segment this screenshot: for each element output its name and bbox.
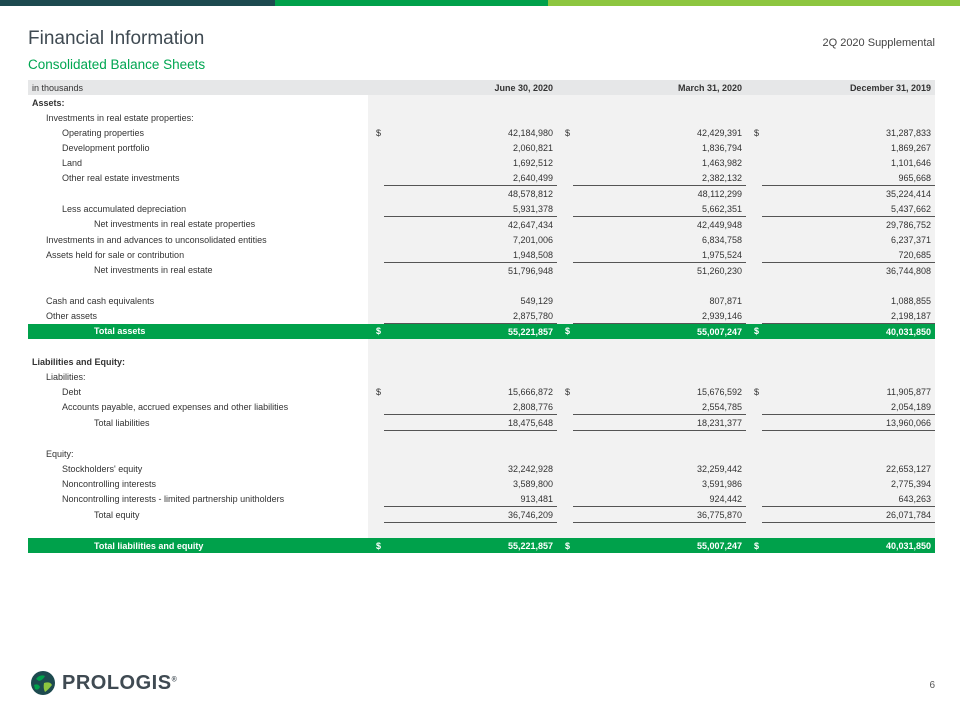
currency-symbol: $ <box>368 538 384 553</box>
currency-symbol <box>368 217 384 233</box>
logo-text: PROLOGIS <box>62 671 172 694</box>
currency-symbol: $ <box>746 125 762 140</box>
currency-symbol <box>746 217 762 233</box>
cell-value: 5,662,351 <box>573 201 746 217</box>
currency-symbol <box>746 278 762 293</box>
cell-value: 51,260,230 <box>573 263 746 279</box>
cell-value <box>573 278 746 293</box>
cell-value: 2,198,187 <box>762 308 935 324</box>
currency-symbol <box>557 507 573 523</box>
currency-symbol <box>557 232 573 247</box>
currency-symbol <box>368 491 384 507</box>
currency-symbol: $ <box>746 538 762 553</box>
row-label <box>28 431 368 447</box>
currency-symbol <box>368 278 384 293</box>
row-label: Total equity <box>94 509 140 520</box>
currency-symbol: $ <box>557 324 573 340</box>
row-label: Total assets <box>28 324 368 340</box>
currency-symbol <box>557 369 573 384</box>
cell-value: 1,836,794 <box>573 140 746 155</box>
row-label: Stockholders' equity <box>62 463 143 474</box>
table-row <box>28 186 935 202</box>
row-label: Debt <box>62 386 82 397</box>
currency-symbol <box>368 308 384 324</box>
currency-symbol <box>557 110 573 125</box>
currency-symbol <box>557 217 573 233</box>
currency-symbol <box>557 523 573 539</box>
row-label: Investments in and advances to unconsolidated entities <box>46 234 267 245</box>
currency-symbol <box>746 446 762 461</box>
cell-value <box>762 446 935 461</box>
currency-symbol <box>746 399 762 415</box>
row-label: Liabilities: <box>46 371 86 382</box>
cell-value <box>384 339 557 354</box>
currency-symbol <box>746 263 762 279</box>
currency-symbol <box>368 247 384 263</box>
cell-value: 13,960,066 <box>762 415 935 431</box>
currency-symbol <box>368 186 384 202</box>
currency-symbol <box>746 293 762 308</box>
currency-symbol <box>746 140 762 155</box>
column-header-june-2020: June 30, 2020 <box>384 80 557 95</box>
table-row <box>28 125 935 140</box>
table-row <box>28 170 935 186</box>
cell-value: 36,775,870 <box>573 507 746 523</box>
table-row <box>28 155 935 170</box>
currency-symbol <box>368 263 384 279</box>
currency-symbol <box>557 278 573 293</box>
cell-value <box>573 431 746 447</box>
row-label: Equity: <box>46 448 74 459</box>
currency-symbol <box>557 461 573 476</box>
cell-value <box>384 354 557 369</box>
currency-symbol <box>557 339 573 354</box>
table-body <box>28 95 935 553</box>
currency-symbol <box>557 399 573 415</box>
cell-value: 6,834,758 <box>573 232 746 247</box>
cell-value: 5,931,378 <box>384 201 557 217</box>
cell-value: 3,589,800 <box>384 476 557 491</box>
currency-symbol <box>368 232 384 247</box>
cell-value <box>573 110 746 125</box>
row-label: Total liabilities <box>94 417 150 428</box>
currency-symbol <box>746 476 762 491</box>
cell-value: 51,796,948 <box>384 263 557 279</box>
cell-value: 1,463,982 <box>573 155 746 170</box>
currency-symbol <box>368 476 384 491</box>
currency-symbol: $ <box>557 538 573 553</box>
top-bar-segment-dark <box>0 0 275 6</box>
cell-value <box>762 339 935 354</box>
blank-row <box>28 523 935 539</box>
currency-symbol <box>557 476 573 491</box>
cell-value: 48,112,299 <box>573 186 746 202</box>
cell-value: 26,071,784 <box>762 507 935 523</box>
table-row <box>28 476 935 491</box>
currency-symbol <box>557 263 573 279</box>
globe-logo-icon <box>30 670 56 696</box>
currency-symbol <box>368 354 384 369</box>
currency-symbol <box>557 247 573 263</box>
top-bar-segment-lime <box>548 0 960 6</box>
cell-value: 1,692,512 <box>384 155 557 170</box>
table-row <box>28 293 935 308</box>
cell-value: 1,975,524 <box>573 247 746 263</box>
cell-value <box>573 95 746 110</box>
table-row <box>28 384 935 399</box>
section-row <box>28 95 935 110</box>
table-row <box>28 217 935 233</box>
currency-symbol <box>368 155 384 170</box>
currency-symbol <box>557 415 573 431</box>
cell-value: 18,475,648 <box>384 415 557 431</box>
cell-value <box>573 354 746 369</box>
currency-symbol <box>368 461 384 476</box>
cell-value: 643,263 <box>762 491 935 507</box>
row-label: Accounts payable, accrued expenses and other liabilities <box>62 401 289 412</box>
cell-value: 32,259,442 <box>573 461 746 476</box>
row-label: Liabilities and Equity: <box>32 356 126 367</box>
cell-value <box>762 110 935 125</box>
cell-value: 2,808,776 <box>384 399 557 415</box>
table-row <box>28 491 935 507</box>
cell-value: 11,905,877 <box>762 384 935 399</box>
cell-value: 1,088,855 <box>762 293 935 308</box>
cell-value <box>762 278 935 293</box>
top-bar-segment-green <box>275 0 548 6</box>
cell-value <box>384 431 557 447</box>
blank-row <box>28 431 935 447</box>
currency-symbol: $ <box>746 324 762 340</box>
currency-symbol <box>557 431 573 447</box>
currency-symbol <box>746 415 762 431</box>
currency-symbol <box>557 308 573 324</box>
cell-value: 40,031,850 <box>762 538 935 553</box>
cell-value <box>384 278 557 293</box>
currency-symbol <box>557 140 573 155</box>
currency-symbol <box>368 140 384 155</box>
logo-text-wrap <box>62 672 177 695</box>
cell-value: 1,101,646 <box>762 155 935 170</box>
cell-value: 55,221,857 <box>384 324 557 340</box>
cell-value: 36,744,808 <box>762 263 935 279</box>
row-label: Net investments in real estate <box>94 265 213 276</box>
row-label: Operating properties <box>62 127 145 138</box>
cell-value: 1,869,267 <box>762 140 935 155</box>
section-row <box>28 110 935 125</box>
currency-symbol <box>557 95 573 110</box>
row-label: Less accumulated depreciation <box>62 203 187 214</box>
cell-value: 965,668 <box>762 170 935 186</box>
cell-value: 55,007,247 <box>573 324 746 340</box>
currency-symbol <box>368 110 384 125</box>
row-label: Noncontrolling interests - limited partnership unitholders <box>62 493 285 504</box>
cell-value: 7,201,006 <box>384 232 557 247</box>
cell-value: 31,287,833 <box>762 125 935 140</box>
cell-value <box>384 369 557 384</box>
currency-symbol <box>746 461 762 476</box>
cell-value: 42,184,980 <box>384 125 557 140</box>
currency-symbol <box>746 491 762 507</box>
blank-row <box>28 339 935 354</box>
cell-value: 3,591,986 <box>573 476 746 491</box>
row-label: Development portfolio <box>62 142 150 153</box>
logo-registered-mark: ® <box>171 675 178 683</box>
currency-symbol <box>368 507 384 523</box>
blank-row <box>28 278 935 293</box>
currency-symbol: $ <box>368 324 384 340</box>
table-row <box>28 247 935 263</box>
cell-value <box>573 369 746 384</box>
row-label <box>28 186 368 202</box>
currency-symbol <box>746 354 762 369</box>
currency-symbol <box>557 170 573 186</box>
currency-symbol <box>368 339 384 354</box>
currency-symbol <box>368 293 384 308</box>
cell-value: 2,939,146 <box>573 308 746 324</box>
currency-symbol <box>557 354 573 369</box>
currency-symbol: $ <box>368 125 384 140</box>
currency-symbol: $ <box>368 384 384 399</box>
table-header-row <box>28 80 935 95</box>
table-row <box>28 308 935 324</box>
table-row <box>28 263 935 279</box>
table-row <box>28 415 935 431</box>
cell-value: 29,786,752 <box>762 217 935 233</box>
column-header-december-2019: December 31, 2019 <box>762 80 935 95</box>
cell-value <box>762 95 935 110</box>
currency-symbol <box>746 431 762 447</box>
cell-value: 40,031,850 <box>762 324 935 340</box>
page-title: Financial Information <box>28 28 205 49</box>
cell-value: 2,775,394 <box>762 476 935 491</box>
page-subtitle: Consolidated Balance Sheets <box>28 57 206 72</box>
table-row <box>28 461 935 476</box>
cell-value: 55,221,857 <box>384 538 557 553</box>
currency-symbol <box>746 155 762 170</box>
table-row <box>28 507 935 523</box>
table-row <box>28 399 935 415</box>
row-label: Land <box>62 157 83 168</box>
cell-value: 2,382,132 <box>573 170 746 186</box>
cell-value <box>384 110 557 125</box>
table-row <box>28 232 935 247</box>
row-label: Noncontrolling interests <box>62 478 157 489</box>
cell-value <box>573 339 746 354</box>
section-row <box>28 354 935 369</box>
currency-symbol <box>746 247 762 263</box>
currency-symbol <box>746 369 762 384</box>
row-label: Investments in real estate properties: <box>46 112 194 123</box>
currency-symbol <box>368 170 384 186</box>
currency-symbol <box>557 155 573 170</box>
total-row <box>28 324 935 340</box>
cell-value <box>384 523 557 539</box>
currency-symbol <box>368 201 384 217</box>
prologis-logo <box>30 670 177 696</box>
cell-value: 15,676,592 <box>573 384 746 399</box>
balance-sheet-table <box>28 80 935 553</box>
cell-value: 36,746,209 <box>384 507 557 523</box>
currency-symbol <box>368 523 384 539</box>
currency-symbol: $ <box>557 384 573 399</box>
supplemental-label: 2Q 2020 Supplemental <box>822 37 935 49</box>
row-label: Assets held for sale or contribution <box>46 249 185 260</box>
cell-value: 2,060,821 <box>384 140 557 155</box>
cell-value: 35,224,414 <box>762 186 935 202</box>
cell-value <box>384 446 557 461</box>
cell-value: 22,653,127 <box>762 461 935 476</box>
cell-value: 807,871 <box>573 293 746 308</box>
column-header-march-2020: March 31, 2020 <box>573 80 746 95</box>
table-row <box>28 140 935 155</box>
page-number: 6 <box>929 680 935 691</box>
cell-value <box>762 431 935 447</box>
currency-symbol <box>368 415 384 431</box>
currency-symbol <box>557 186 573 202</box>
cell-value: 2,640,499 <box>384 170 557 186</box>
currency-symbol: $ <box>746 384 762 399</box>
total-row <box>28 538 935 553</box>
top-color-bar <box>0 0 960 6</box>
unit-label: in thousands <box>28 80 368 95</box>
currency-symbol <box>746 232 762 247</box>
cell-value: 2,875,780 <box>384 308 557 324</box>
row-label: Assets: <box>32 97 65 108</box>
currency-symbol <box>557 293 573 308</box>
currency-symbol <box>557 446 573 461</box>
row-label <box>28 523 368 539</box>
cell-value <box>573 523 746 539</box>
currency-symbol <box>746 110 762 125</box>
currency-symbol: $ <box>557 125 573 140</box>
cell-value: 48,578,812 <box>384 186 557 202</box>
currency-symbol <box>746 523 762 539</box>
currency-symbol <box>746 507 762 523</box>
cell-value: 720,685 <box>762 247 935 263</box>
currency-symbol <box>368 95 384 110</box>
currency-symbol <box>368 399 384 415</box>
cell-value: 6,237,371 <box>762 232 935 247</box>
row-label: Total liabilities and equity <box>28 538 368 553</box>
row-label: Net investments in real estate properties <box>94 219 256 230</box>
row-label: Cash and cash equivalents <box>46 295 155 306</box>
currency-symbol <box>746 170 762 186</box>
row-label: Other assets <box>46 310 98 321</box>
cell-value: 42,647,434 <box>384 217 557 233</box>
cell-value: 2,054,189 <box>762 399 935 415</box>
cell-value: 924,442 <box>573 491 746 507</box>
cell-value <box>762 354 935 369</box>
currency-symbol <box>368 369 384 384</box>
cell-value: 18,231,377 <box>573 415 746 431</box>
currency-symbol <box>557 201 573 217</box>
cell-value: 1,948,508 <box>384 247 557 263</box>
cell-value: 15,666,872 <box>384 384 557 399</box>
cell-value: 913,481 <box>384 491 557 507</box>
currency-symbol <box>557 491 573 507</box>
currency-symbol <box>746 339 762 354</box>
cell-value: 55,007,247 <box>573 538 746 553</box>
cell-value: 32,242,928 <box>384 461 557 476</box>
cell-value <box>384 95 557 110</box>
cell-value <box>762 369 935 384</box>
currency-symbol <box>746 308 762 324</box>
cell-value: 549,129 <box>384 293 557 308</box>
cell-value: 2,554,785 <box>573 399 746 415</box>
section-row <box>28 369 935 384</box>
row-label: Other real estate investments <box>62 172 180 183</box>
cell-value <box>573 446 746 461</box>
currency-symbol <box>368 431 384 447</box>
currency-symbol <box>746 201 762 217</box>
cell-value: 42,429,391 <box>573 125 746 140</box>
cell-value: 42,449,948 <box>573 217 746 233</box>
table-row <box>28 201 935 217</box>
row-label <box>28 278 368 293</box>
cell-value <box>762 523 935 539</box>
currency-symbol <box>746 186 762 202</box>
currency-symbol <box>368 446 384 461</box>
currency-symbol <box>746 95 762 110</box>
row-label <box>28 339 368 354</box>
cell-value: 5,437,662 <box>762 201 935 217</box>
section-row <box>28 446 935 461</box>
